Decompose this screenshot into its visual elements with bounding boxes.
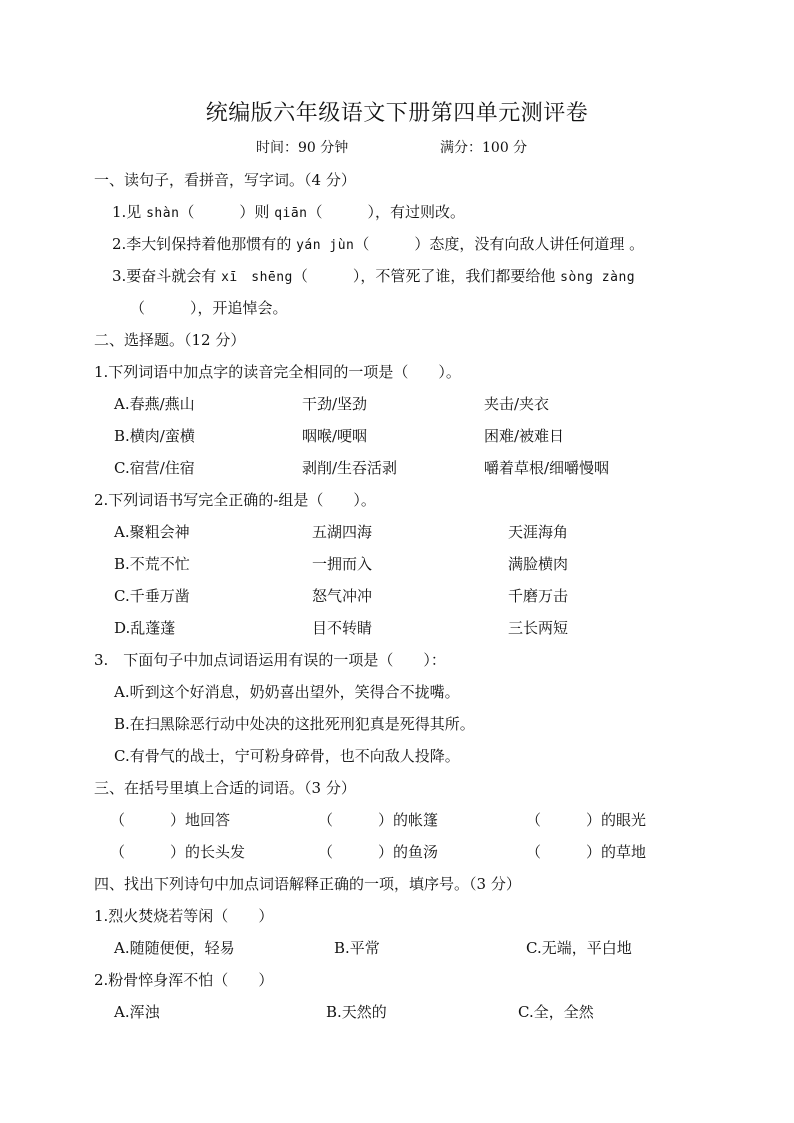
s2-q2-option: B.不荒不忙 <box>114 555 190 573</box>
s3-blank-phrase: （ ）的眼光 <box>526 811 647 829</box>
s2-q2-option: 天涯海角 <box>508 523 569 541</box>
s2-q2-option: D.乱蓬蓬 <box>114 619 176 637</box>
s1-line-1-text-c: （ ），有过则改。 <box>307 203 466 221</box>
pinyin-qian: qiān <box>274 206 308 221</box>
s2-q1-option: 干劲/坚劲 <box>302 395 368 413</box>
s3-blank-phrase: （ ）的鱼汤 <box>318 843 439 861</box>
s1-line-3-text-b: （ ），不管死了谁，我们都要给他 <box>292 267 561 285</box>
s2-q1-option: B.横肉/蛮横 <box>114 427 195 445</box>
pinyin-xisheng: xī shēng <box>221 270 293 285</box>
exam-time: 时间：90 分钟 <box>256 140 349 156</box>
section-1-heading: 一、读句子，看拼音，写字词。（4 分） <box>94 171 356 189</box>
s2-q1-option: A.春燕/燕山 <box>114 395 195 413</box>
s1-line-2-text-b: （ ）态度，没有向敌人讲任何道理 。 <box>354 235 645 253</box>
pinyin-songzang: sòng zàng <box>560 270 636 285</box>
s2-q2-option: 千磨万击 <box>508 587 569 605</box>
s2-question-3: 3. 下面句子中加点词语运用有误的一项是（ ）： <box>94 651 446 669</box>
s2-question-2: 2.下列词语书写完全正确的-组是（ ）。 <box>94 491 376 509</box>
s4-q2-option: C.全，全然 <box>518 1003 594 1021</box>
s1-line-4: （ ），开追悼会。 <box>130 299 288 317</box>
s2-q3-option: B.在扫黑除恶行动中处决的这批死刑犯真是死得其所。 <box>114 715 475 733</box>
s2-q3-option: C.有骨气的战士，宁可粉身碎骨，也不向敌人投降。 <box>114 747 460 765</box>
s1-line-2-text-a: 2.李大钊保持着他那惯有的 <box>112 235 297 253</box>
s1-line-1-text-b: （ ）则 <box>179 203 275 221</box>
s4-q1-option: C.无端，平白地 <box>526 939 632 957</box>
s3-blank-phrase: （ ）的草地 <box>526 843 647 861</box>
s2-q2-option: 一拥而入 <box>312 555 373 573</box>
s4-q1-option: B.平常 <box>334 939 380 957</box>
s2-q2-option: 五湖四海 <box>312 523 373 541</box>
exam-title: 统编版六年级语文下册第四单元测评卷 <box>205 101 589 126</box>
s4-q1-option: A.随随便便，轻易 <box>114 939 235 957</box>
s2-q1-option: 嚼着草根/细嚼慢咽 <box>484 459 610 477</box>
s1-line-1-text-a: 1.见 <box>112 203 147 221</box>
s2-q2-option: 三长两短 <box>508 619 569 637</box>
section-4-heading: 四、找出下列诗句中加点词语解释正确的一项，填序号。（3 分） <box>94 875 521 893</box>
s2-q2-option: 怒气冲冲 <box>312 587 373 605</box>
s2-q2-option: C.千垂万凿 <box>114 587 190 605</box>
s2-q1-option: 咽喉/哽咽 <box>302 427 368 445</box>
s3-blank-phrase: （ ）地回答 <box>110 811 231 829</box>
pinyin-shan: shàn <box>146 206 180 221</box>
s2-q2-option: 满脸横肉 <box>508 555 569 573</box>
s4-question-2: 2.粉骨悴身浑不怕（ ） <box>94 971 274 989</box>
s2-q1-option: 夹击/夹衣 <box>484 395 550 413</box>
s2-q2-option: A.聚粗会神 <box>114 523 190 541</box>
s1-line-3 <box>112 264 635 290</box>
exam-score: 满分：100 分 <box>440 140 528 156</box>
s2-q1-option: 困难/被难日 <box>484 427 565 445</box>
s4-question-1: 1.烈火焚烧若等闲（ ） <box>94 907 274 925</box>
s1-line-1 <box>112 200 465 226</box>
s2-q1-option: C.宿营/住宿 <box>114 459 195 477</box>
s3-blank-phrase: （ ）的长头发 <box>110 843 246 861</box>
section-2-heading: 二、选择题。（12 分） <box>94 331 246 349</box>
s4-q2-option: A.浑浊 <box>114 1003 160 1021</box>
s2-question-1: 1.下列词语中加点字的读音完全相同的一项是（ ）。 <box>94 363 461 381</box>
s2-q3-option: A.听到这个好消息，奶奶喜出望外，笑得合不拢嘴。 <box>114 683 460 701</box>
s1-line-2 <box>112 232 644 258</box>
s2-q2-option: 目不转睛 <box>312 619 373 637</box>
s1-line-3-text-a: 3.要奋斗就会有 <box>112 267 222 285</box>
section-3-heading: 三、在括号里填上合适的词语。（3 分） <box>94 779 356 797</box>
s2-q1-option: 剥削/生吞活剥 <box>302 459 398 477</box>
s3-blank-phrase: （ ）的帐篷 <box>318 811 439 829</box>
s4-q2-option: B.天然的 <box>326 1003 387 1021</box>
pinyin-yanjun: yán jùn <box>296 238 355 253</box>
